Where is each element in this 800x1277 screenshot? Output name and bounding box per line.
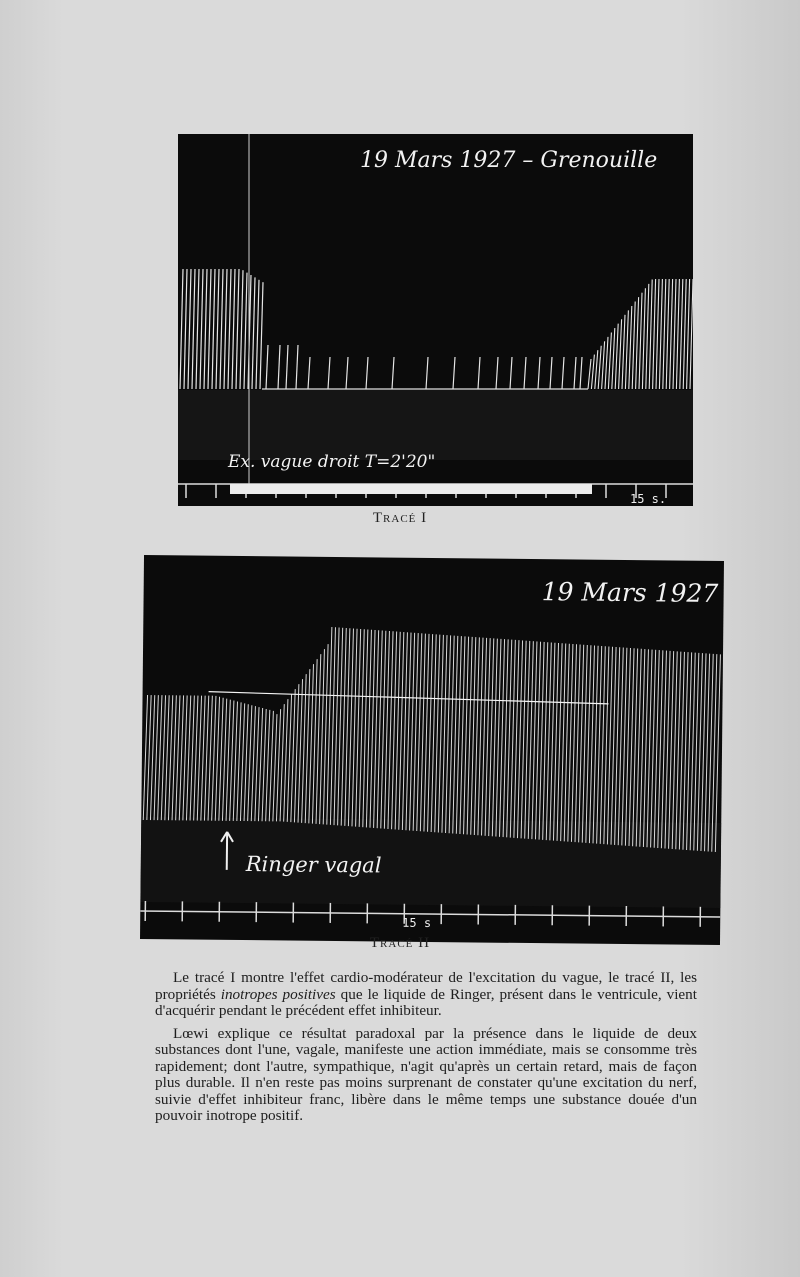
heartbeat-stroke — [615, 324, 618, 389]
heartbeat-stroke — [629, 306, 632, 389]
heartbeat-stroke — [204, 269, 207, 389]
heartbeat-stroke — [172, 695, 176, 820]
heartbeat-stroke — [346, 357, 348, 389]
heartbeat-stroke — [237, 702, 241, 821]
trace-2-stimulus-annotation: Ringer vagal — [245, 852, 382, 878]
heartbeat-stroke — [240, 703, 244, 821]
trace-2-caption: Tracé II — [369, 935, 431, 951]
heartbeat-stroke — [143, 695, 147, 820]
heartbeat-stroke — [266, 345, 268, 389]
heartbeat-stroke — [258, 708, 262, 821]
heartbeat-stroke — [165, 695, 169, 820]
body-text — [155, 970, 697, 1131]
heartbeat-stroke — [232, 269, 235, 389]
trace-2-time-scale-label: 15 s — [402, 915, 432, 930]
heartbeat-stroke — [226, 700, 230, 821]
heartbeat-stroke — [161, 695, 165, 820]
heartbeat-stroke — [269, 711, 273, 822]
heartbeat-stroke — [228, 269, 231, 389]
heartbeat-stroke — [670, 279, 673, 389]
heartbeat-stroke — [659, 279, 662, 389]
heartbeat-stroke — [224, 269, 227, 389]
heartbeat-stroke — [646, 284, 649, 389]
heartbeat-stroke — [266, 710, 270, 821]
trace-1-date-annotation: 19 Mars 1927 – Grenouille — [360, 148, 658, 173]
heartbeat-stroke — [233, 701, 237, 821]
heartbeat-stroke — [204, 696, 208, 821]
paragraph-2: Lœwi explique ce résultat paradoxal par la présence dans le liquide de deux substances dont l'une, vagale, manifeste une action immédiate, mais se consomme très rapidement; dont l'autre, sympathique, n'agit qu'après un certain retard, mais de façon plus durable. Il n'en reste pas moins surprenant de constater qu'une excitation du nerf, suivie d'effet inhibiteur franc, libère dans le même temps une substance douée d'un pouvoir inotrope positif. — [155, 1024, 697, 1124]
heartbeat-stroke — [248, 705, 252, 821]
heartbeat-stroke — [550, 357, 552, 389]
heartbeat-stroke — [222, 699, 226, 821]
heartbeat-stroke — [649, 279, 652, 389]
heartbeat-stroke — [642, 288, 645, 389]
heartbeat-stroke — [676, 279, 679, 389]
heartbeat-stroke — [538, 357, 540, 389]
heartbeat-stroke — [639, 293, 642, 389]
heartbeat-stroke — [262, 709, 266, 821]
heartbeat-stroke — [296, 345, 298, 389]
heartbeat-stroke — [602, 341, 605, 389]
heartbeat-stroke — [608, 332, 611, 389]
heartbeat-stroke — [619, 319, 622, 389]
heartbeat-stroke — [478, 357, 480, 389]
heartbeat-stroke — [453, 357, 455, 389]
heartbeat-stroke — [366, 357, 368, 389]
trace-1-caption: Tracé I — [372, 510, 428, 526]
heartbeat-stroke — [605, 337, 608, 389]
heartbeat-stroke — [278, 345, 280, 389]
trace-1-photo — [178, 134, 693, 506]
heartbeat-stroke — [186, 695, 190, 820]
paragraph-1: Le tracé I montre l'effet cardio-modérateur de l'excitation du vague, le tracé II, les propriétés inotropes positives que le liquide de Ringer, présent dans le ventricule, vient d'acquérir pendant le précédent effet inhibiteur. — [155, 969, 697, 1019]
heartbeat-stroke — [180, 269, 183, 389]
trace-1-waveform — [178, 134, 693, 506]
heartbeat-stroke — [251, 706, 255, 821]
heartbeat-stroke — [496, 357, 498, 389]
heartbeat-stroke — [176, 695, 180, 820]
heartbeat-stroke — [683, 279, 686, 389]
trace-1-time-scale-label: 15 s. — [630, 492, 667, 506]
heartbeat-stroke — [168, 695, 172, 820]
heartbeat-stroke — [184, 269, 187, 389]
heartbeat-stroke — [280, 704, 284, 821]
heartbeat-stroke — [150, 695, 154, 820]
heartbeat-stroke — [255, 707, 259, 821]
heartbeat-stroke — [591, 355, 594, 389]
heartbeat-stroke — [510, 357, 512, 389]
heartbeat-stroke — [200, 269, 203, 389]
heartbeat-stroke — [580, 357, 582, 389]
heartbeat-stroke — [632, 302, 635, 389]
heartbeat-stroke — [240, 270, 243, 389]
heartbeat-stroke — [216, 269, 219, 389]
heartbeat-stroke — [212, 696, 216, 821]
heartbeat-stroke — [656, 279, 659, 389]
heartbeat-stroke — [147, 695, 151, 820]
heartbeat-stroke — [426, 357, 428, 389]
heartbeat-stroke — [179, 695, 183, 820]
trace-2-date-annotation: 19 Mars 1927 — [541, 577, 719, 608]
heartbeat-stroke — [562, 357, 564, 389]
heartbeat-stroke — [687, 279, 690, 389]
heartbeat-stroke — [201, 696, 205, 821]
heartbeat-stroke — [653, 279, 656, 389]
heartbeat-stroke — [588, 359, 591, 389]
heartbeat-stroke — [625, 310, 628, 389]
heartbeat-stroke — [219, 698, 223, 821]
heartbeat-stroke — [183, 695, 187, 820]
heartbeat-stroke — [392, 357, 394, 389]
heartbeat-stroke — [260, 282, 263, 389]
heartbeat-stroke — [308, 357, 310, 389]
heartbeat-stroke — [574, 357, 576, 389]
trace-2-photo — [140, 555, 724, 945]
heartbeat-stroke — [230, 700, 234, 820]
heartbeat-stroke — [236, 269, 239, 389]
heartbeat-stroke — [158, 695, 162, 820]
heartbeat-stroke — [252, 277, 255, 389]
heartbeat-stroke — [673, 279, 676, 389]
heartbeat-stroke — [328, 357, 330, 389]
heartbeat-stroke — [524, 357, 526, 389]
heartbeat-stroke — [244, 273, 247, 389]
trace-1-lower-band — [178, 390, 693, 460]
stimulus-signal-bar — [230, 484, 592, 494]
heartbeat-stroke — [220, 269, 223, 389]
heartbeat-stroke — [208, 269, 211, 389]
heartbeat-stroke — [154, 695, 158, 820]
heartbeat-stroke — [636, 297, 639, 389]
trace-1-stimulus-annotation: Ex. vague droit T=2'20" — [228, 452, 436, 472]
heartbeat-stroke — [212, 269, 215, 389]
heartbeat-stroke — [666, 279, 669, 389]
heartbeat-stroke — [197, 696, 201, 821]
heartbeat-stroke — [612, 328, 615, 389]
heartbeat-stroke — [273, 714, 277, 821]
heartbeat-stroke — [286, 345, 288, 389]
heartbeat-stroke — [194, 696, 198, 821]
heartbeat-stroke — [256, 280, 259, 389]
heartbeat-stroke — [196, 269, 199, 389]
heartbeat-stroke — [622, 315, 625, 389]
heartbeat-stroke — [208, 696, 212, 821]
heartbeat-stroke — [690, 279, 693, 389]
heartbeat-stroke — [680, 279, 683, 389]
trace-2-waveform — [140, 555, 724, 945]
heartbeat-stroke — [244, 704, 248, 821]
heartbeat-stroke — [276, 709, 280, 821]
heartbeat-stroke — [192, 269, 195, 389]
heartbeat-stroke — [190, 695, 194, 820]
reference-line — [209, 692, 609, 704]
heartbeat-stroke — [595, 350, 598, 389]
heartbeat-stroke — [188, 269, 191, 389]
heartbeat-stroke — [215, 697, 219, 821]
heartbeat-stroke — [598, 346, 601, 389]
heartbeat-stroke — [663, 279, 666, 389]
